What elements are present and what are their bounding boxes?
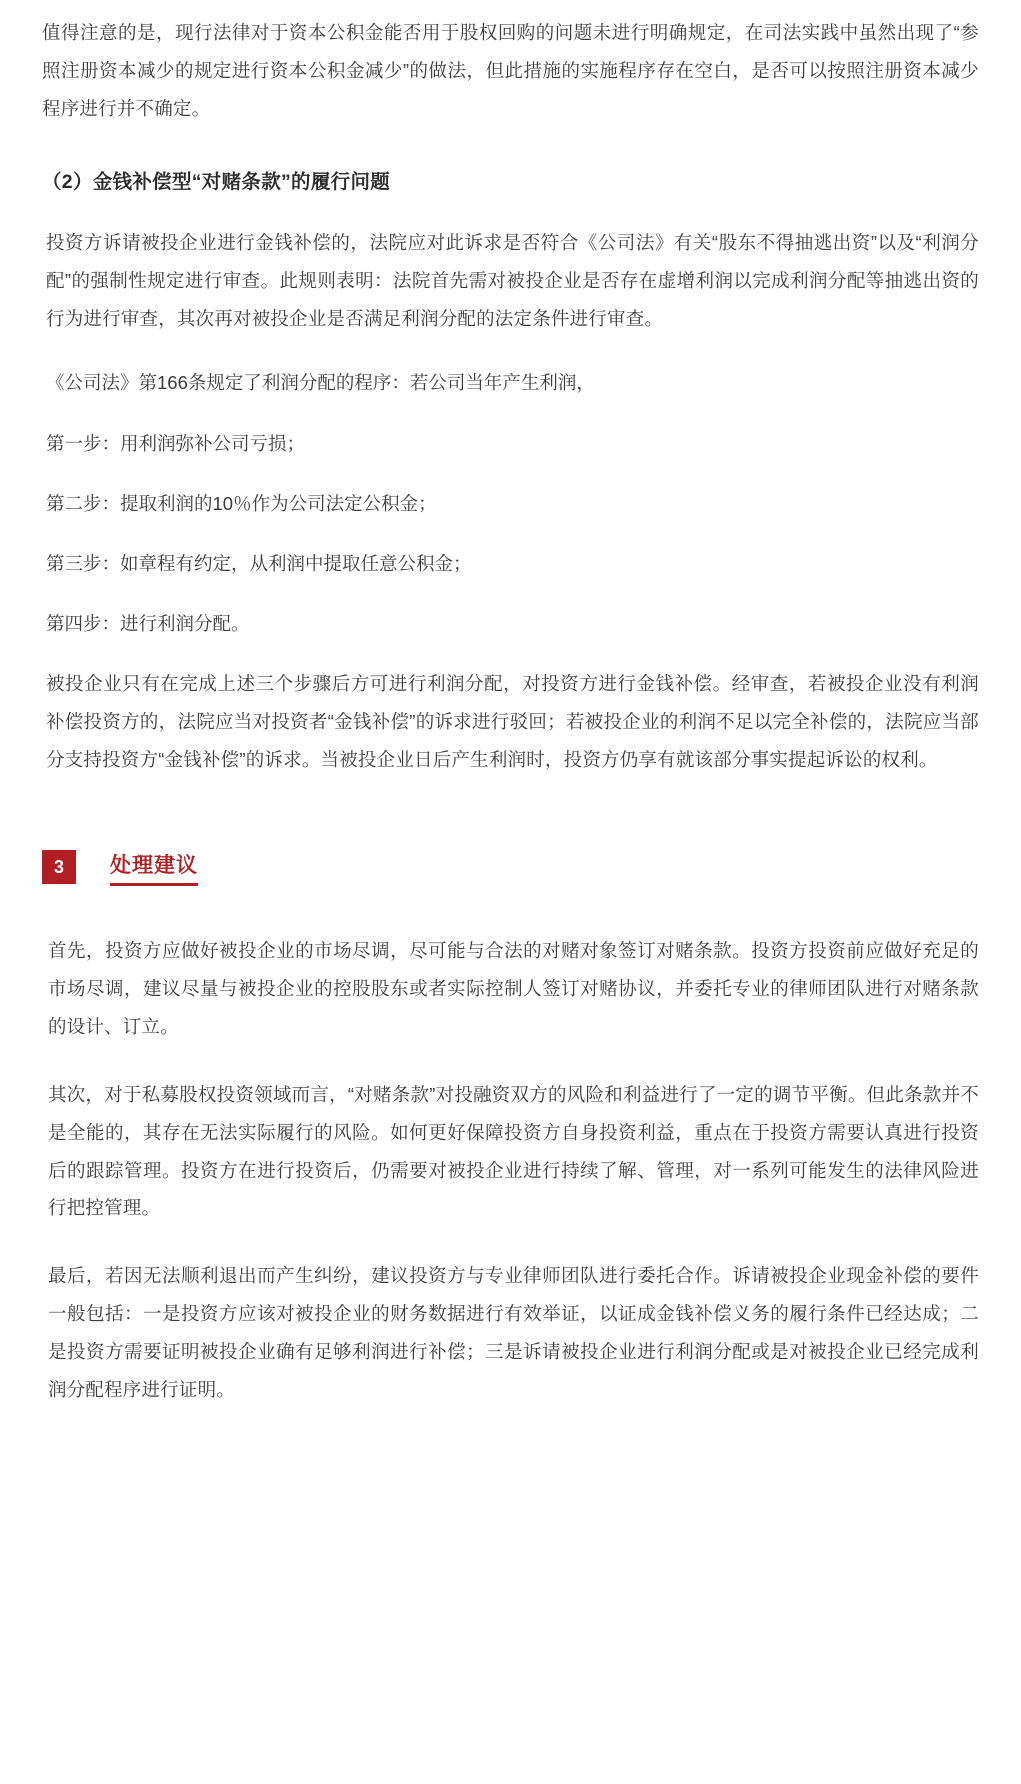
section-title: 处理建议	[110, 849, 198, 886]
step-item: 第三步：如章程有约定，从利润中提取任意公积金；	[46, 553, 472, 575]
step-item: 第二步：提取利润的10％作为公司法定公积金；	[46, 493, 437, 515]
paragraph-2: 投资方诉请被投企业进行金钱补偿的，法院应对此诉求是否符合《公司法》有关“股东不得抽逃出资”以及“利润分配”的强制性规定进行审查。此规则表明：法院首先需对被投企业是否存在虚增利润以完成利润分配等抽逃出资的行为进行审查，其次再对被投企业是否满足利润分配的法定条件进行审查。	[46, 231, 979, 329]
section-paragraph: 最后，若因无法顺利退出而产生纠纷，建议投资方与专业律师团队进行委托合作。诉请被投企业现金补偿的要件一般包括：一是投资方应该对被投企业的财务数据进行有效举证，以证成金钱补偿义务的履行条件已经达成；二是投资方需要证明被投企业确有足够利润进行补偿；三是诉请被投企业进行利润分配或是对被投企业已经完成利润分配程序进行证明。	[48, 1265, 979, 1401]
paragraph-3: 被投企业只有在完成上述三个步骤后方可进行利润分配，对投资方进行金钱补偿。经审查，若被投企业没有利润补偿投资方的，法院应当对投资者“金钱补偿”的诉求进行驳回；若被投企业的利润不足以完全补偿的，法院应当部分支持投资方“金钱补偿”的诉求。当被投企业日后产生利润时，投资方仍享有就该部分事实提起诉讼的权利。	[46, 673, 979, 770]
intro-paragraph: 值得注意的是，现行法律对于资本公积金能否用于股权回购的问题未进行明确规定，在司法实践中虽然出现了“参照注册资本减少的规定进行资本公积金减少”的做法，但此措施的实施程序存在空白，是否可以按照注册资本减少程序进行并不确定。	[42, 22, 979, 119]
section-paragraph: 首先，投资方应做好被投企业的市场尽调，尽可能与合法的对赌对象签订对赌条款。投资方投资前应做好充足的市场尽调，建议尽量与被投企业的控股股东或者实际控制人签订对赌协议，并委托专业的律师团队进行对赌条款的设计、订立。	[48, 939, 979, 1037]
sub-heading: （2）金钱补偿型“对赌条款”的履行问题	[42, 170, 391, 193]
section-header	[42, 849, 979, 886]
section-paragraph: 其次，对于私募股权投资领域而言，“对赌条款”对投融资双方的风险和利益进行了一定的调节平衡。但此条款并不是全能的，其存在无法实际履行的风险。如何更好保障投资方自身投资利益，重点在于投资方需要认真进行投资后的跟踪管理。投资方在进行投资后，仍需要对被投企业进行持续了解、管理，对一系列可能发生的法律风险进行把控管理。	[48, 1083, 979, 1219]
procedure-lead: 《公司法》第166条规定了利润分配的程序：若公司当年产生利润，	[46, 371, 595, 393]
section-body	[42, 932, 979, 1409]
step-item: 第一步：用利润弥补公司亏损；	[46, 433, 306, 455]
section-number-badge: 3	[42, 850, 76, 884]
step-item: 第四步：进行利润分配。	[46, 613, 250, 635]
